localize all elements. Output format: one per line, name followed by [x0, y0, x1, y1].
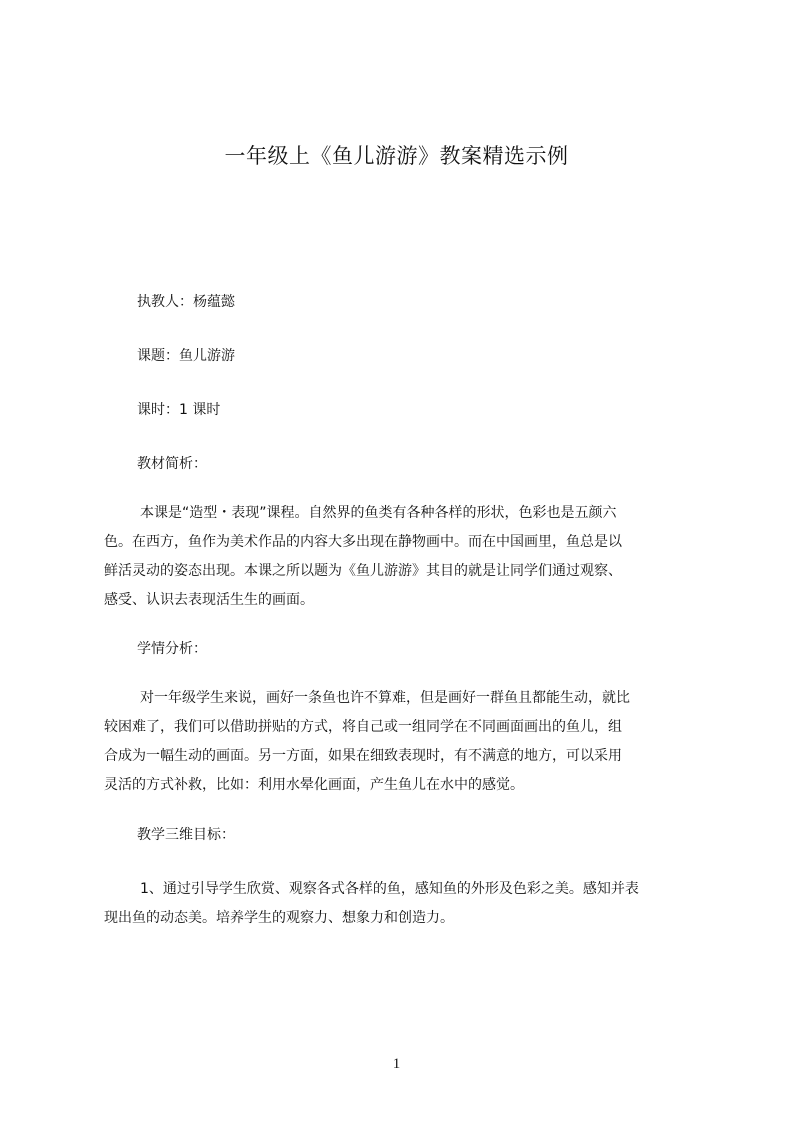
page-number: 1 [392, 1056, 401, 1072]
paragraph-line: 色。在西方，鱼作为美术作品的内容大多出现在静物画中。而在中国画里，鱼总是以 [104, 534, 622, 550]
paragraph-line: 感受、认识去表现活生生的画面。 [104, 592, 314, 608]
material-paragraph [104, 499, 700, 615]
paragraph-line: 1、通过引导学生欣赏、观察各式各样的鱼，感知鱼的外形及色彩之美。感知并表 [140, 881, 639, 897]
document-title: 一年级上《鱼儿游游》教案精选示例 [224, 144, 569, 168]
goals-paragraph [104, 875, 700, 933]
material-heading: 教材简析： [137, 456, 207, 472]
paragraph-line: 较困难了，我们可以借助拼贴的方式，将自己或一组同学在不同画面画出的鱼儿，组 [104, 719, 622, 735]
goals-heading: 教学三维目标： [137, 827, 235, 843]
period-line: 课时：1 课时 [137, 402, 221, 418]
paragraph-line: 合成为一幅生动的画面。另一方面，如果在细致表现时，有不满意的地方，可以采用 [104, 748, 622, 764]
paragraph-line: 现出鱼的动态美。培养学生的观察力、想象力和创造力。 [104, 910, 454, 926]
teacher-line: 执教人：杨蕴懿 [137, 294, 235, 310]
paragraph-line: 鲜活灵动的姿态出现。本课之所以题为《鱼儿游游》其目的就是让同学们通过观察、 [104, 563, 622, 579]
paragraph-line: 本课是“造型・表现”课程。自然界的鱼类有各种各样的形状，色彩也是五颜六 [140, 505, 617, 521]
paragraph-line: 对一年级学生来说，画好一条鱼也许不算难，但是画好一群鱼且都能生动，就比 [140, 690, 630, 706]
paragraph-line: 灵活的方式补救，比如：利用水晕化画面，产生鱼儿在水中的感觉。 [104, 777, 524, 793]
topic-line: 课题：鱼儿游游 [137, 348, 235, 364]
student-paragraph [104, 684, 700, 800]
student-heading: 学情分析： [137, 641, 207, 657]
